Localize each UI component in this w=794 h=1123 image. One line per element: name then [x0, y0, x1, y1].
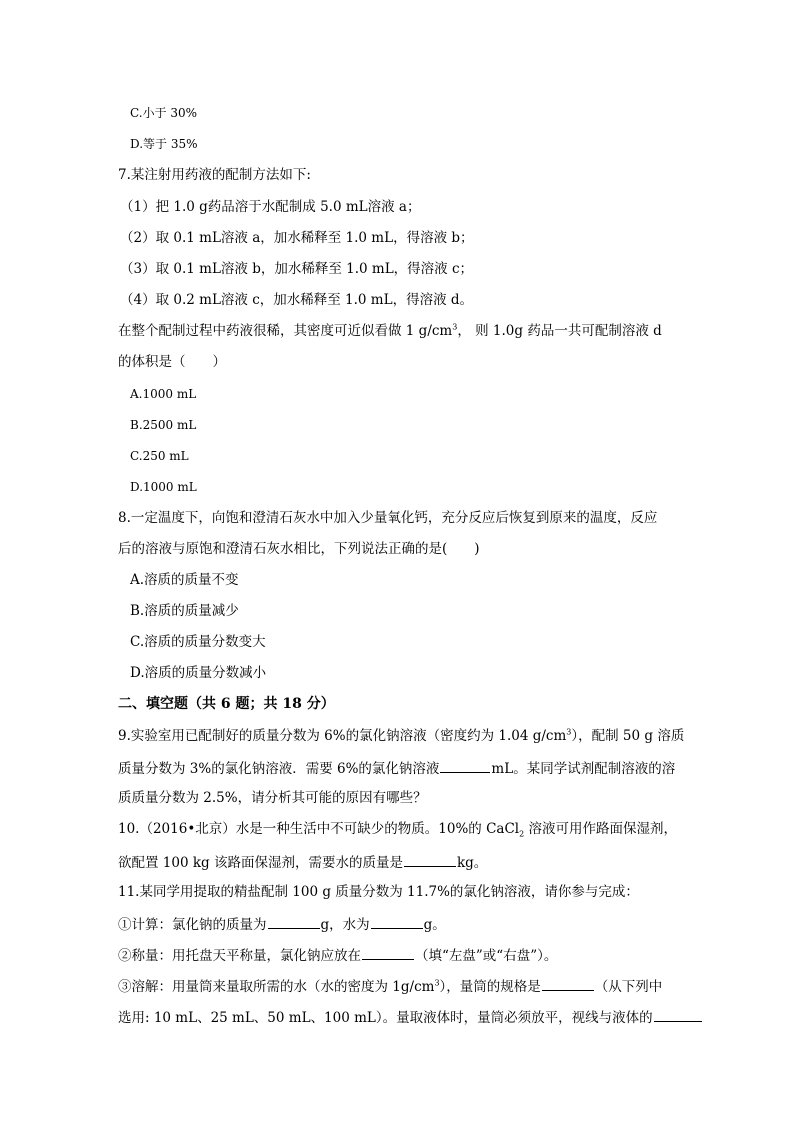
- q8-line-1: 8.一定温度下，向饱和澄清石灰水中加入少量氧化钙，充分反应后恢复到原来的温度，反应: [118, 510, 658, 526]
- q11-line-2-text-c: g。: [423, 917, 446, 933]
- q11-line-1: 11.某同学用提取的精盐配制 100 g 质量分数为 11.7%的氯化钠溶液，请你参与完成：: [118, 884, 639, 900]
- q9-line-2: [118, 758, 675, 778]
- q11-line-4-text-c: （从下列中: [594, 979, 663, 995]
- q7-stem: 7.某注射用药液的配制方法如下:: [118, 167, 311, 183]
- q9-line-1-superscript: 3: [566, 727, 572, 737]
- q11-line-2: [118, 914, 446, 934]
- q10-line-2-text-a: 欲配置 100 kg 该路面保湿剂，需要水的质量是: [118, 855, 403, 871]
- q7-step-3: （3）取 0.1 mL溶液 b，加水稀释至 1.0 mL，得溶液 c；: [120, 261, 474, 277]
- q8-option-b: B.溶质的质量减少: [130, 603, 239, 619]
- q11-pan-blank[interactable]: [362, 945, 414, 960]
- q9-line-1-text-b: ），配制 50 g 溶质: [571, 728, 685, 744]
- q7-option-a: A.1000 mL: [130, 387, 197, 401]
- q10-line-1-text-b: 溶液可用作路面保湿剂，: [524, 821, 678, 837]
- q10-line-1: [118, 820, 677, 838]
- q9-line-2-text-a: 质量分数为 3%的氯化钠溶液．需要 6%的氯化钠溶液: [118, 761, 440, 777]
- q7-line-2-text-b: ， 则 1.0g 药品一共可配制溶液 d: [457, 323, 662, 339]
- q7-step-1: （1）把 1.0 g药品溶于水配制成 5.0 mL溶液 a；: [120, 199, 421, 215]
- q7-step-4: （4）取 0.2 mL溶液 c，加水稀释至 1.0 mL，得溶液 d。: [120, 292, 474, 308]
- q10-line-1-text-a: 10.（2016•北京）水是一种生活中不可缺少的物质。10%的 CaCl: [118, 821, 520, 837]
- q9-line-1-text-a: 9.实验室用已配制好的质量分数为 6%的氯化钠溶液（密度约为 1.04 g/cm: [118, 728, 567, 744]
- q8-line-2: 后的溶液与原饱和澄清石灰水相比，下列说法正确的是( ): [118, 541, 480, 557]
- q11-line-3-text-b: （填“左盘”或“右盘”）。: [415, 948, 558, 964]
- q11-line-4-text-a: ③溶解：用量筒来量取所需的水（水的密度为 1g/cm: [118, 979, 435, 995]
- q11-line-2-text-b: g，水为: [320, 917, 370, 933]
- q8-option-c: C.溶质的质量分数变大: [130, 634, 266, 650]
- q7-option-b: B.2500 mL: [130, 418, 197, 432]
- q7-line-2-text-a: 在整个配制过程中药液很稀，其密度可近似看做 1 g/cm: [118, 323, 453, 339]
- q11-nacl-mass-blank[interactable]: [268, 914, 320, 929]
- q7-step-2: （2）取 0.1 mL溶液 a，加水稀释至 1.0 mL，得溶液 b；: [120, 230, 474, 246]
- q11-water-mass-blank[interactable]: [371, 914, 423, 929]
- q11-line-4-superscript: 3: [434, 978, 440, 988]
- q11-line-4-text-b: ），量筒的规格是: [439, 979, 541, 995]
- q10-line-2-text-b: kg。: [456, 855, 488, 871]
- section-2-heading: 二、填空题（共 6 题；共 18 分）: [118, 696, 335, 712]
- q10-line-2: [118, 852, 487, 872]
- q11-line-5-text: 选用: 10 mL、25 mL、50 mL、100 mL）。量取液体时，量筒必须放平，视线与液体的: [118, 1010, 653, 1026]
- q6-option-d: D.等于 35%: [130, 137, 198, 151]
- q11-line-2-text-a: ①计算：氯化钠的质量为: [118, 917, 267, 933]
- q9-line-3: 质质量分数为 2.5%，请分析其可能的原因有哪些？: [118, 790, 427, 806]
- q9-line-1: [118, 727, 684, 745]
- q10-line-1-subscript: 2: [519, 829, 525, 839]
- q11-cylinder-blank[interactable]: [542, 976, 594, 991]
- q9-line-2-text-b: mL。某同学试剂配制溶液的溶: [491, 761, 676, 777]
- q9-answer-blank[interactable]: [440, 758, 490, 773]
- q7-line-2: [118, 322, 662, 340]
- q11-line-3-text-a: ②称量：用托盘天平称量，氯化钠应放在: [118, 948, 361, 964]
- q8-option-a: A.溶质的质量不变: [130, 572, 239, 588]
- q11-line-5: [118, 1007, 703, 1027]
- q7-option-c: C.250 mL: [130, 449, 189, 463]
- q7-line-3: 的体积是（ ）: [118, 354, 226, 370]
- q6-option-c: C.小于 30%: [130, 106, 198, 120]
- q10-answer-blank[interactable]: [404, 852, 456, 867]
- q8-option-d: D.溶质的质量分数减小: [130, 665, 267, 681]
- q11-sightline-blank[interactable]: [654, 1007, 702, 1022]
- q11-line-3: [118, 945, 557, 965]
- q7-option-d: D.1000 mL: [130, 480, 197, 494]
- q11-line-4: [118, 976, 662, 996]
- q7-line-2-superscript: 3: [452, 322, 458, 332]
